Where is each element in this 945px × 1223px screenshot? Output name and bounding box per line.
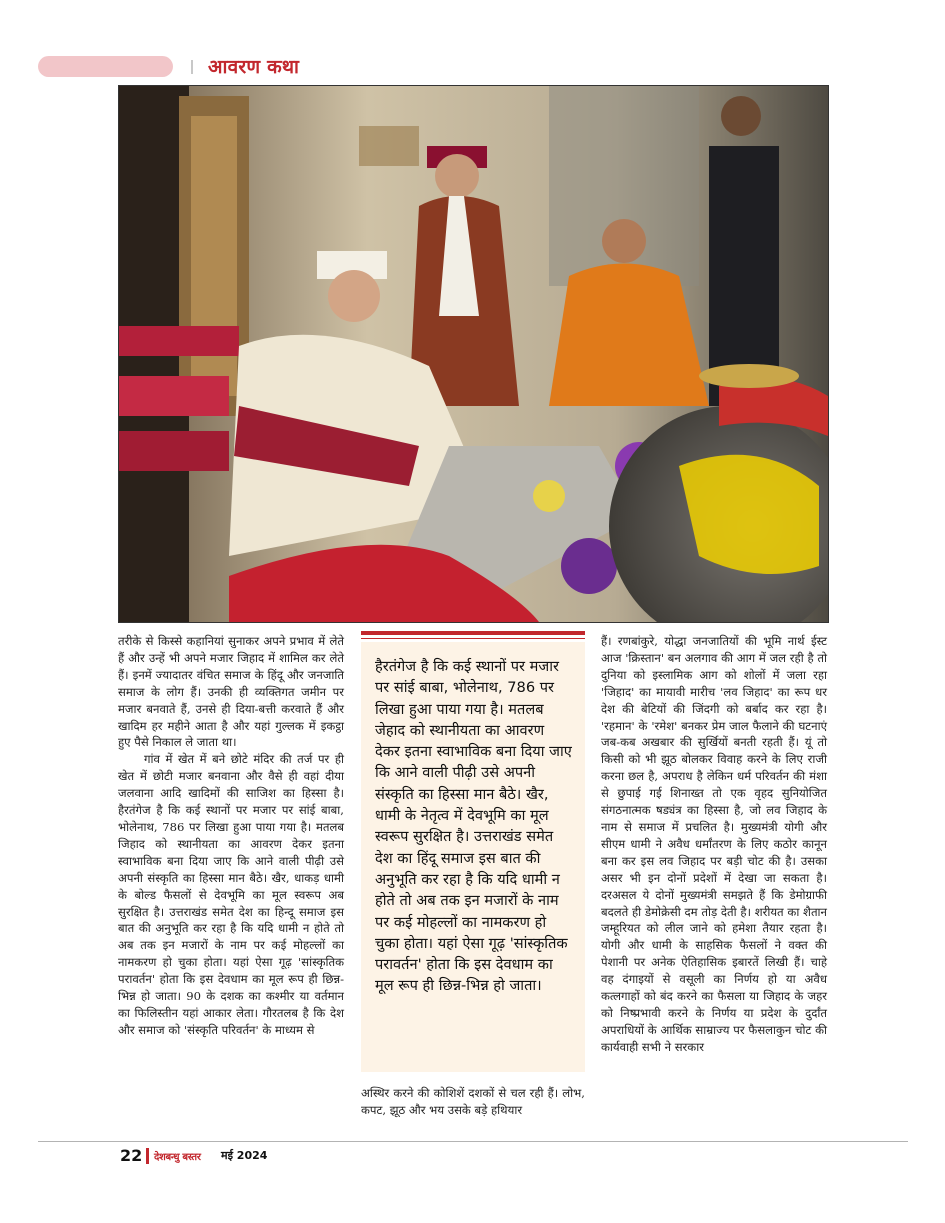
pull-quote-text: हैरतंगेज है कि कई स्थानों पर मजार पर सांई बाबा, भोलेनाथ, 786 पर लिखा हुआ पाया गया है। मतलब जेहाद को स्थानीयता का आवरण देकर इतना स्वाभाविक बना दिया जाए कि आने वाली पीढ़ी उसे अपनी संस्कृति का हिस्सा मान बैठे। खैर, धामी के नेतृत्व में देवभूमि का मूल स्वरूप सुरक्षित है। उत्तराखंड समेत देश का हिंदू समाज इस बात की अनुभूति कर रहा है कि यदि धामी न होते तो अब तक इन मजारों के नाम पर कई मोहल्लों का नामकरण हो चुका होता। यहां ऐसा गूढ़ 'सांस्कृतिक परावर्तन' होता कि इस देवधाम का मूल रूप ही छिन्न-भिन्न हो जाता। xyxy=(375,658,572,995)
page-number: 22 xyxy=(120,1146,143,1165)
section-title: आवरण कथा xyxy=(208,56,300,78)
issue-date: मई 2024 xyxy=(221,1149,268,1162)
left-paragraph-2: गांव में खेत में बने छोटे मंदिर की तर्ज पर ही खेत में छोटी मजार बनवाना और वैसे ही वहां दीया जलवाना आदि खादिमों की साजिश का हिस्सा है। हैरतंगेज है कि कई स्थानों पर मजार पर सांई बाबा, भोलेनाथ, 786 पर लिखा हुआ पाया गया है। मतलब जिहाद को स्थानीयता का आवरण देकर इतना स्वाभाविक बना दिया जाए कि आने वाली पीढ़ी उसे अपनी संस्कृति का हिस्सा मान बैठे। खैर, धाकड़ धामी के बोल्ड फैसलों से देवभूमि का मूल स्वरूप अब सुरक्षित है। उत्तराखंड समेत देश का हिन्दू समाज इस बात की अनुभूति कर रहा है कि यदि धामी न होते तो अब तक इन मजारों के नाम पर कई मोहल्लों का नामकरण हो चुका होता। यहां ऐसा गूढ़ 'सांस्कृतिक परावर्तन' होता कि इस देवधाम का मूल रूप ही छिन्न-भिन्न हो जाता। 90 के दशक का कश्मीर या वर्तमान का फिलिस्तीन यहां आकार लेता। गौरतलब है कि देश और समाज को 'संस्कृति परिवर्तन' के माध्यम से xyxy=(118,752,344,1037)
left-text-column xyxy=(118,633,344,1039)
cover-photo xyxy=(118,85,829,623)
pullquote-top-rule xyxy=(361,631,585,635)
left-paragraph-1: तरीके से किस्से कहानियां सुनाकर अपने प्रभाव में लेते हैं और उन्हें भी अपने मजार जिहाद में शामिल कर लेते हैं। इनमें ज्यादातर वंचित समाज के हिंदू और जनजाति समाज के लोग हैं। उनकी ही व्यक्तिगत जमीन पर मजार बनवाते हैं, उनसे ही दिया-बत्ती करवाते हैं और खादिम हर महीने आता है और यहां गुल्लक में इकट्ठा हुए पैसे निकाल ले जाता था। xyxy=(118,634,344,750)
footer-rule xyxy=(38,1141,908,1142)
right-text-column xyxy=(601,633,827,1056)
pull-quote-box xyxy=(361,642,585,1072)
middle-column-text: अस्थिर करने की कोशिशें दशकों से चल रही हैं। लोभ, कपट, झूठ और भय उसके बड़े हथियार xyxy=(361,1086,585,1117)
pullquote-thin-rule xyxy=(361,638,585,639)
footer-divider xyxy=(146,1148,149,1164)
header-divider xyxy=(191,60,193,74)
right-paragraph: हैं। रणबांकुरे, योद्धा जनजातियों की भूमि नार्थ ईस्ट आज 'क्रिस्तान' बन अलगाव की आग में जल रही है तो दुनिया को इस्लामिक आग को शोलों में जला रहा 'जिहाद' का मायावी मारीच 'लव जिहाद' का रूप धर देश की बेटियों की जिंदगी को बर्बाद कर रहा है। 'रहमान' के 'रमेश' बनकर प्रेम जाल फैलाने की घटनाएं जब-कब अखबार की सुर्खियों बनती रहती हैं। यूं तो किसी को भी झूठ बोलकर विवाह करने के लिए राजी करना छल है, अपराध है लेकिन धर्म परिवर्तन की मंशा से छुपाई गई शिनाख्त तो एक वृहद सुनियोजित संगठनात्मक षड्यंत्र का हिस्सा है, जो लव जिहाद के नाम से समाज में प्रचलित है। मुख्यमंत्री योगी और सीएम धामी ने अवैध धर्मांतरण के लिए कठोर कानून बना कर इस लव जिहाद पर बड़ी चोट की है। उसका असर भी इन दोनों प्रदेशों में देखा जा सकता है। दरअसल ये दोनों मुख्यमंत्री समझते हैं कि डेमोग्राफी बदलते ही डेमोक्रेसी दम तोड़ देती है। शरीयत का शैतान जम्हूरियत को लील जाने को हमेशा तैयार रहता है। योगी और धामी के साहसिक फैसलों ने वक्त की पेशानी पर अनेक ऐतिहासिक इबारतें लिखी हैं। चाहे वह दंगाइयों से वसूली का निर्णय हो या अवैध कत्लगाहों को बंद करने का फैसला या जिहाद के जहर को निष्प्रभावी करने के निर्णय या प्रदेश के दुर्दांत अपराधियों के आर्थिक साम्राज्य पर फैसलाकुन चोट की कार्यवाही सभी ने सरकार xyxy=(601,634,827,1054)
magazine-logo: देशबन्धु बस्तर xyxy=(154,1152,201,1163)
section-color-pill xyxy=(38,56,173,77)
